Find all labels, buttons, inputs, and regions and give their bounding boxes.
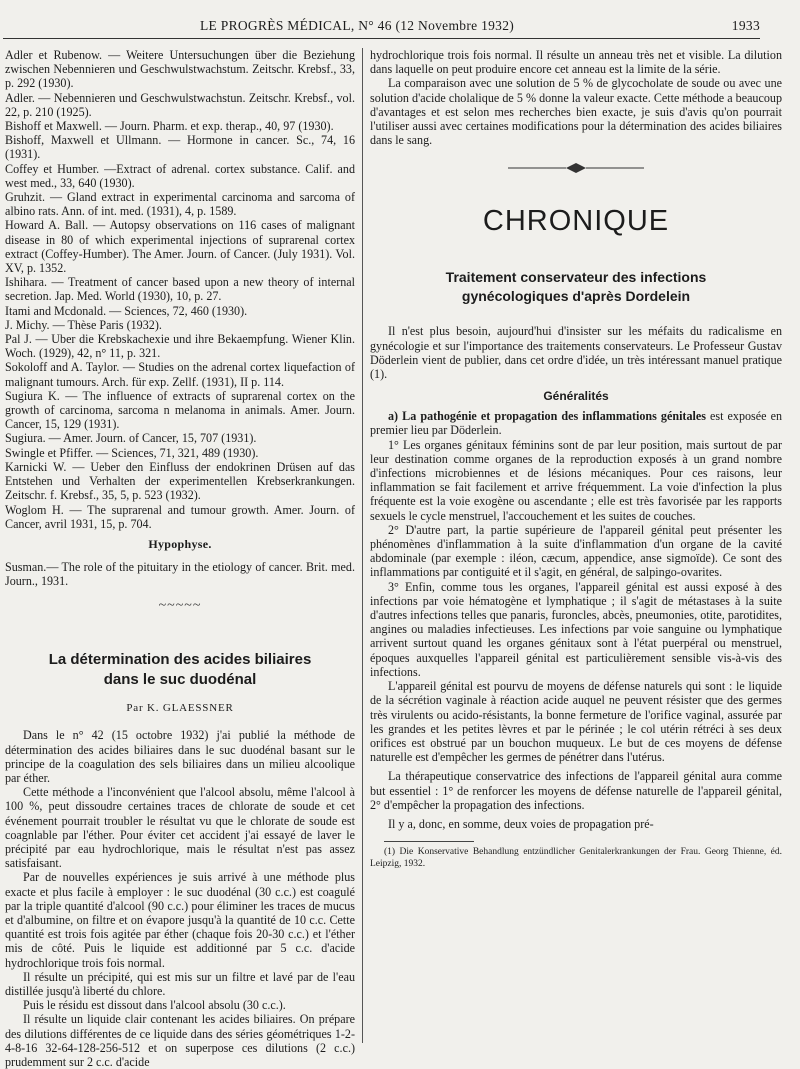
footnote: (1) Die Konservative Behandlung entzündlicher Genitalerkrankungen der Frau. Georg Thienne, éd. Leipzig, 1932. bbox=[370, 847, 782, 870]
body-paragraph: La thérapeutique conservatrice des infections de l'appareil génital aura comme but essentiel : 1° de renforcer les moyens de défense naturelle de l'appareil génital, 2° d'empêcher la propagation des infections. bbox=[370, 769, 782, 812]
point-heading: a) La pathogénie et propagation des inflammations génitales bbox=[388, 409, 706, 424]
reference-item: Swingle et Pfiffer. — Sciences, 71, 321, 489 (1930). bbox=[5, 445, 259, 460]
reference-item: Sugiura K. — The influence of extracts of suprarenal cortex on the growth of carcinoma, sarcoma n melanoma in animals. Amer. Journ. Cancer, 15, 129 (1931). bbox=[5, 388, 355, 432]
body-paragraph: Dans le n° 42 (15 octobre 1932) j'ai publié la méthode de détermination des acides biliaires dans le suc duodénal basant sur le principe de la coagulation des sels biliaires dans un milieu alcoolique par éther. bbox=[5, 728, 355, 785]
column-divider bbox=[362, 48, 363, 1043]
reference-item: Karnicki W. — Ueber den Einfluss der endokrinen Drüsen auf das Entstehen und Verhalten der experimentellen Krebserkrankungen. Zeitschr. f. Krebsf., 35, 5, p. 523 (1932). bbox=[5, 459, 355, 503]
reference-item: J. Michy. — Thèse Paris (1932). bbox=[5, 317, 162, 332]
reference-list bbox=[5, 48, 355, 531]
article-title-line: Traitement conservateur des infections bbox=[445, 269, 707, 286]
body-paragraph: 2° D'autre part, la partie supérieure de l'appareil génital peut présenter les phénomènes d'inflammation à la suite d'inflammation d'un organe de la cavité abdominale (par exemple : iléon, cæcum, appendice, anse sigmoïde). Ce sont des inflammations par contiguité et il s'agit, en général, de salpingo-ovarites. bbox=[370, 522, 782, 580]
body-paragraph: Il résulte un liquide clair contenant les acides biliaires. On prépare des dilutions différentes de ce liquide dans des séries géométriques 1-2-4-8-16 32-64-128-256-512 et on superpose ces dilutions (2 c.c.) prudemment sur 2 c.c. d'acide bbox=[5, 1012, 355, 1069]
reference-item: Adler. — Nebennieren und Geschwulstwachstun. Zeitschr. Krebsf., vol. 22, p. 210 (1925). bbox=[5, 90, 355, 119]
right-column bbox=[370, 48, 782, 1043]
subsection-heading: Généralités bbox=[543, 389, 609, 404]
ornament-divider: ~~~~~ bbox=[158, 598, 202, 614]
article-title-line: La détermination des acides biliaires bbox=[48, 651, 312, 669]
left-column bbox=[5, 48, 355, 1069]
body-paragraph: hydrochlorique trois fois normal. Il résulte un anneau très net et visible. La dilution dans laquelle on peut produire encore cet anneau est la limite de la série. bbox=[370, 48, 782, 77]
footnote-rule bbox=[384, 841, 474, 842]
intro-paragraph: Il n'est plus besoin, aujourd'hui d'insister sur les méfaits du radicalisme en gynécologie et sur l'importance des traitements conservateurs. Le Professeur Gustav Döderlein vient de publier, dans cet ordre d'idée, un très intéressant manuel pratique (1). bbox=[370, 324, 782, 382]
body-paragraph: Cette méthode a l'inconvénient que l'alcool absolu, même l'alcool à 100 %, peut dissoudre certaines traces de chlorate de soude et cet événement pourrait troubler le résultat vu que le chlorate de soude est coagnlable par l'éther. Pour éviter cet accident j'ai essayé de laver le précipité par eau hydrochlorique, mais le résultat n'est pas assez satisfaisant. bbox=[5, 785, 355, 871]
reference-item: Susman.— The role of the pituitary in the etiology of cancer. Brit. med. Journ., 1931. bbox=[5, 559, 355, 589]
reference-item: Bishoff, Maxwell et Ullmann. — Hormone in cancer. Sc., 74, 16 (1931). bbox=[5, 133, 355, 162]
running-header bbox=[200, 18, 760, 34]
reference-item: Coffey et Humber. —Extract of adrenal. cortex substance. Calif. and west med., 33, 640 (1930). bbox=[5, 161, 355, 190]
body-paragraph bbox=[370, 409, 782, 437]
point-text: est exposée en premier lieu par Döderlein. bbox=[370, 409, 783, 438]
article-title bbox=[370, 268, 782, 306]
reference-item: Pal J. — Uber die Krebskachexie und ihre Bekaempfung. Wiener Klin. Woch. (1929), 42, n° 11, p. 321. bbox=[5, 332, 355, 361]
body-paragraph: Il résulte un précipité, qui est mis sur un filtre et lavé par de l'eau distillée jusqu'à liberté du chlore. bbox=[5, 969, 355, 998]
reference-item: Adler et Rubenow. — Weitere Untersuchungen über die Beziehung zwischen Nebennieren und Geschwulstwachstum. Zeitschr. Krebsf., 33, p. 292 (1930). bbox=[5, 48, 355, 91]
article-title-line: gynécologiques d'après Dordelein bbox=[461, 288, 691, 305]
header-rule bbox=[3, 38, 760, 39]
page-number: 1933 bbox=[731, 18, 760, 33]
body-paragraph: Puis le résidu est dissout dans l'alcool absolu (30 c.c.). bbox=[23, 998, 286, 1013]
reference-item: Gruhzit. — Gland extract in experimental carcinoma and sarcoma of albino rats. Ann. of int. med. (1931), 4, p. 1589. bbox=[5, 190, 355, 219]
article-title-line: dans le suc duodénal bbox=[103, 671, 257, 689]
article-title bbox=[5, 650, 355, 690]
body-paragraph: 1° Les organes génitaux féminins sont de par leur position, mais surtout de par leur destination comme organes de la reproduction exposés à un grand nombre d'infections microbiennes et de lésions mécaniques. Pour ces raisons, leur inflammation se fait facilement et arrive fréquemment. La voie d'infection la plus fréquente est la voie exogène ou ascendante ; elle est très favorisée par les rapports sexuels le cycle menstruel, l'accouchement et les suites de couches. bbox=[370, 437, 782, 523]
reference-item: Sokoloff and A. Taylor. — Studies on the adrenal cortex liquefaction of malignant tumours. Arch. für exp. Zellf. (1931), II p. 114. bbox=[5, 360, 355, 389]
reference-item: Itami and Mcdonald. — Sciences, 72, 460 (1930). bbox=[5, 303, 248, 318]
body-paragraph: La comparaison avec une solution de 5 % de glycocholate de soude ou avec une solution d'acide cholalique de 5 % donne la valeur exacte. Cette méthode a beaucoup d'avantages et est selon mes recherches bien exacte, je suis d'avis qu'on pourrait l'utiliser aussi avec certaines modifications pour la détermination des acides biliaires dans le sang. bbox=[370, 76, 782, 148]
body-paragraph: L'appareil génital est pourvu de moyens de défense naturels qui sont : le liquide de la sécrétion vaginale à réaction acide auquel ne peuvent résister que des germes très virulents ou acido-résistants, la bonne fermeture de l'orifice vaginal, assurée par les grandes et les petites lèvres et par le périnée ; le col utérin rétréci à ses deux orifices est obstrué par un bouchon muqueux. Le but de ces moyens de défense naturelle est d'empêcher les germes de pénétrer dans l'utérus. bbox=[370, 679, 782, 765]
journal-title: LE PROGRÈS MÉDICAL, N° 46 (12 Novembre 1932) bbox=[200, 18, 515, 33]
body-paragraph: 3° Enfin, comme tous les organes, l'appareil génital est aussi exposé à des infections par voie hématogène et lymphatique ; il s'agit de métastases à la suite d'autres infections telles que panaris, furoncles, abcès, pneumonies, otite, parotidites, angines ou maladies infectieuses. Les infections par voie sanguine ou lymphatique arrivent surtout quand les organes génitaux sont à l'état puerpéral ou menstruel, époques auxquelles l'appareil génital est particulièrement sensible vis-à-vis des infections. bbox=[370, 579, 782, 679]
ornament-rule-icon bbox=[506, 162, 646, 174]
reference-item: Howard A. Ball. — Autopsy observations on 116 cases of malignant disease in 80 of which experimental injections of suprarenal cortex extract (Coffey-Humber). The Amer. Journ. of Cancer. (July 1931). Vol. XV, p. 1352. bbox=[5, 218, 355, 276]
ornament-divider bbox=[370, 161, 782, 179]
subsection-heading: Hypophyse. bbox=[148, 536, 212, 551]
reference-item: Woglom H. — The suprarenal and tumour growth. Amer. Journ. of Cancer, avril 1931, 15, p. 704. bbox=[5, 502, 355, 531]
byline: Par K. GLAESSNER bbox=[126, 702, 234, 715]
body-paragraph: Par de nouvelles expériences je suis arrivé à une méthode plus exacte et plus facile à employer : le suc duodénal (30 c.c.) est coagulé par la triple quantité d'alcool (90 c.c.) pour éliminer les traces de mucus et d'albumine, on filtre et on évapore jusqu'à la quantité de 10 c.c. Cette quantité est trois fois agitée par éther (chaque fois 20-30 c.c.) et l'éther mis de côté. Puis le liquide est additionné par 5 c.c. d'acide hydrochlorique trois fois normal. bbox=[5, 870, 355, 970]
reference-item: Ishihara. — Treatment of cancer based upon a new theory of internal secretion. Jap. Med. World (1930), 10, p. 27. bbox=[5, 275, 355, 304]
reference-item: Sugiura. — Amer. Journ. of Cancer, 15, 707 (1931). bbox=[5, 431, 257, 446]
reference-item: Bishoff et Maxwell. — Journ. Pharm. et exp. therap., 40, 97 (1930). bbox=[5, 119, 334, 134]
section-title: CHRONIQUE bbox=[482, 205, 670, 238]
body-paragraph: Il y a, donc, en somme, deux voies de propagation pré- bbox=[388, 816, 654, 831]
